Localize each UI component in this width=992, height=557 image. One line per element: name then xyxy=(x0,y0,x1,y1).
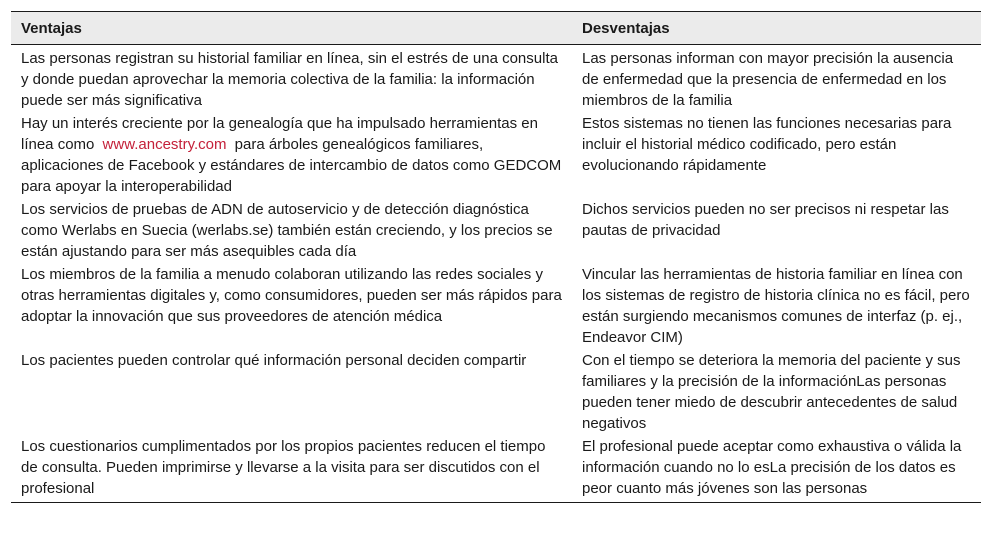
header-ventajas: Ventajas xyxy=(11,12,572,45)
ventaja-cell xyxy=(11,112,572,198)
desventaja-cell: El profesional puede aceptar como exhaustiva o válida la información cuando no lo esLa precisión de los datos es peor cuanto más jóvenes son las personas xyxy=(572,435,981,503)
table-row xyxy=(11,45,981,113)
table-header-row xyxy=(11,12,981,45)
table-row xyxy=(11,198,981,263)
ancestry-link[interactable]: www.ancestry.com xyxy=(102,136,227,153)
desventaja-cell: Las personas informan con mayor precisión la ausencia de enfermedad que la presencia de enfermedad en los miembros de la familia xyxy=(582,50,954,109)
ventaja-cell: Los cuestionarios cumplimentados por los propios pacientes reducen el tiempo de consulta. Pueden imprimirse y llevarse a la visita para ser discutidos con el profesional xyxy=(11,435,572,503)
desventaja-cell: Vincular las herramientas de historia familiar en línea con los sistemas de registro de historia clínica no es fácil, pero están surgiendo mecanismos comunes de interfaz (p. ej., Endeavor CIM) xyxy=(582,266,970,346)
ventaja-text-after-link: para árboles genealógicos familiares, aplicaciones de Facebook y estándares de intercambio de datos como GEDCOM para apoyar la interoperabilidad xyxy=(21,136,562,195)
header-desventajas: Desventajas xyxy=(572,12,981,45)
table-row xyxy=(11,435,981,503)
ventaja-cell: Los servicios de pruebas de ADN de autoservicio y de detección diagnóstica como Werlabs en Suecia (werlabs.se) también están creciendo, y los precios se están ajustando para ser más asequibles cada día xyxy=(21,201,553,260)
ventaja-cell: Las personas registran su historial familiar en línea, sin el estrés de una consulta y donde puedan aprovechar la memoria colectiva de la familia: la información puede ser más significativa xyxy=(21,50,558,109)
desventaja-cell: Estos sistemas no tienen las funciones necesarias para incluir el historial médico codificado, pero están evolucionando rápidamente xyxy=(582,115,952,174)
table-row xyxy=(11,349,981,435)
table-row xyxy=(11,263,981,349)
ventaja-cell: Los pacientes pueden controlar qué información personal deciden compartir xyxy=(21,352,527,369)
ventaja-text-before-link: Hay un interés creciente por la genealogía que ha impulsado herramientas en línea como xyxy=(21,115,538,153)
comparison-table-container xyxy=(11,11,981,503)
desventaja-cell: Con el tiempo se deteriora la memoria del paciente y sus familiares y la precisión de la informaciónLas personas pueden tener miedo de descubrir antecedentes de salud negativos xyxy=(582,352,961,432)
comparison-table xyxy=(11,11,981,503)
table-row xyxy=(11,112,981,198)
ventaja-cell: Los miembros de la familia a menudo colaboran utilizando las redes sociales y otras herramientas digitales y, como consumidores, pueden ser más rápidos para adoptar la innovación que sus proveedores de atención médica xyxy=(21,266,562,325)
desventaja-cell: Dichos servicios pueden no ser precisos ni respetar las pautas de privacidad xyxy=(582,201,949,239)
